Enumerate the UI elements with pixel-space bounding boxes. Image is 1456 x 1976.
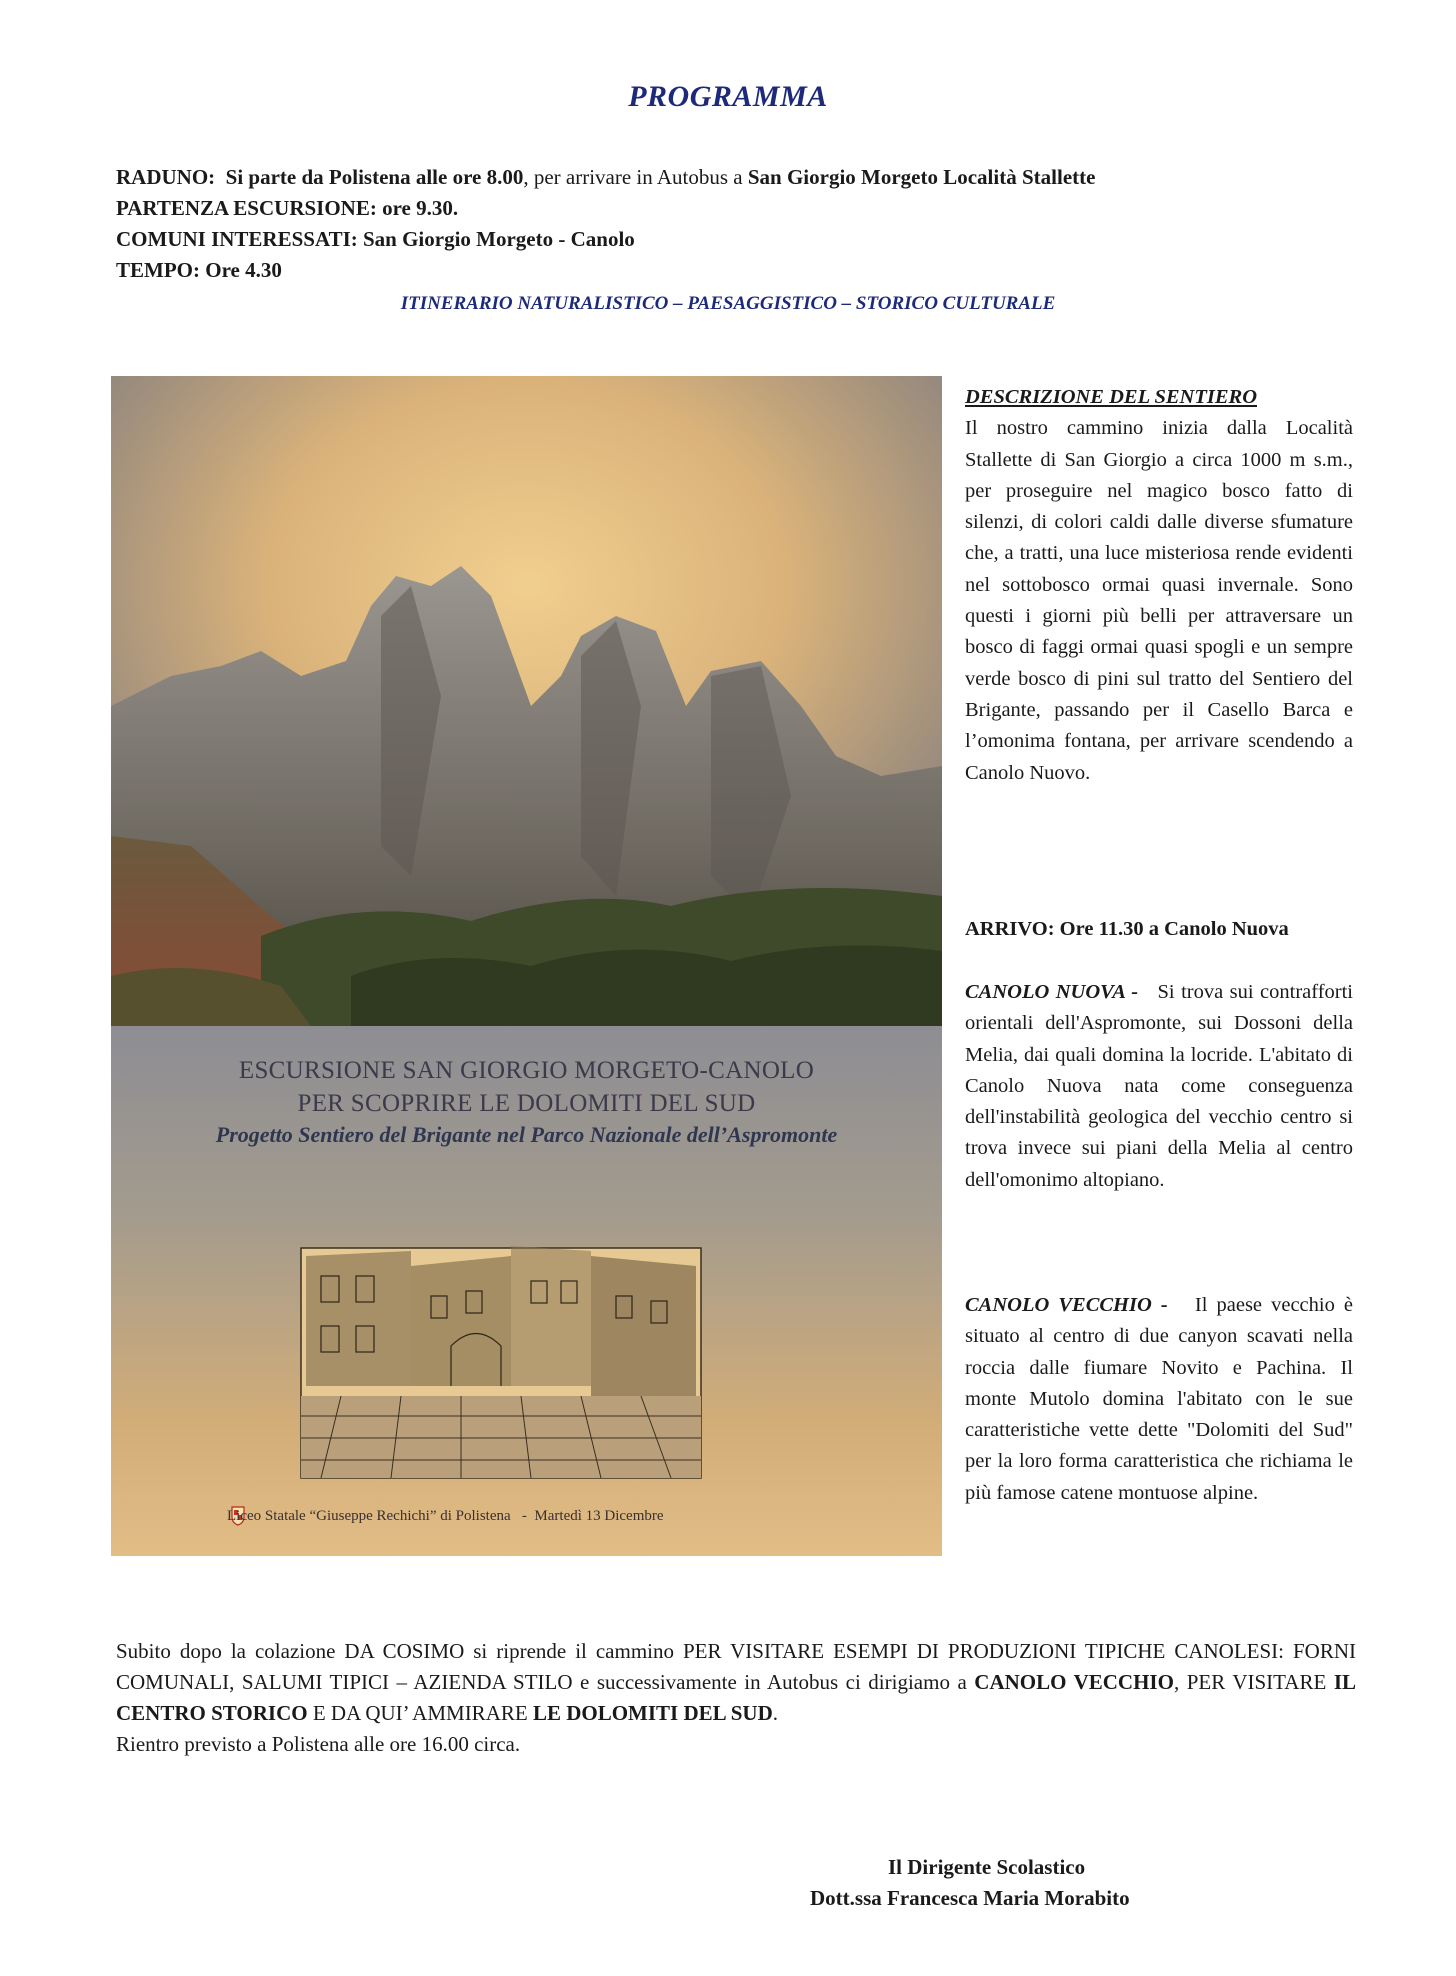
poster-footer: Liceo Statale “Giuseppe Rechichi” di Polistena - Martedì 13 Dicembre bbox=[227, 1508, 664, 1524]
raduno-line bbox=[116, 162, 1095, 193]
canolo-nuova-section bbox=[965, 977, 1353, 1196]
closing-text-4: . bbox=[772, 1701, 779, 1725]
poster-line-2: PER SCOPRIRE LE DOLOMITI DEL SUD bbox=[297, 1090, 756, 1117]
canolo-vecchio-section bbox=[965, 1290, 1353, 1509]
canolo-nuova-text: Si trova sui contrafforti orientali dell'Aspromonte, sui Dossoni della Melia, dai quali domina la locride. L'abitato di Canolo Nuova nata come conseguenza dell'instabilità geologica del vecchio centro si trova invece sui piani della Melia al centro dell'omonimo altopiano. bbox=[965, 981, 1353, 1191]
tempo-text: TEMPO: Ore 4.30 bbox=[116, 258, 282, 282]
closing-text-3: E DA QUI’ AMMIRARE bbox=[307, 1701, 533, 1725]
closing-bold-2: IL CENTRO STORICO bbox=[116, 1670, 1356, 1725]
canolo-vecchio-heading: CANOLO VECCHIO - bbox=[965, 1294, 1168, 1316]
comuni-text: COMUNI INTERESSATI: San Giorgio Morgeto - Canolo bbox=[116, 227, 635, 251]
partenza-text: PARTENZA ESCURSIONE: ore 9.30. bbox=[116, 196, 459, 220]
canolo-sketch bbox=[301, 1246, 701, 1478]
raduno-destination: San Giorgio Morgeto Località Stallette bbox=[747, 165, 1096, 189]
poster-line-1: ESCURSIONE SAN GIORGIO MORGETO-CANOLO bbox=[238, 1057, 815, 1084]
canolo-nuova-heading: CANOLO NUOVA - bbox=[965, 981, 1139, 1003]
canolo-vecchio-text: Il paese vecchio è situato al centro di due canyon scavati nella roccia dalle fiumare Novito e Pachina. Il monte Mutolo domina l'abitato con le sue caratteristiche vette dette "Dolomiti del Sud" per la loro forma caratteristica che richiama le più famose catene montuose alpine. bbox=[965, 1294, 1354, 1504]
page-title: PROGRAMMA bbox=[628, 80, 828, 113]
closing-text-2: , PER VISITARE bbox=[1173, 1670, 1334, 1694]
poster-project-line: Progetto Sentiero del Brigante nel Parco Nazionale dell’Aspromonte bbox=[215, 1122, 838, 1147]
closing-text-1: Subito dopo la colazione DA COSIMO si riprende il cammino PER VISITARE ESEMPI DI PRODUZIONI TIPICHE CANOLESI: FORNI COMUNALI, SALUMI TIPICI – AZIENDA STILO e successivamente in Autobus ci dirigiamo a bbox=[116, 1639, 1356, 1694]
itinerary-subtitle: ITINERARIO NATURALISTICO – PAESAGGISTICO – STORICO CULTURALE bbox=[400, 293, 1056, 314]
signature-role: Il Dirigente Scolastico bbox=[888, 1855, 1086, 1879]
closing-paragraph bbox=[116, 1636, 1356, 1729]
poster-illustration bbox=[111, 376, 942, 1556]
closing-bold-1: CANOLO VECCHIO bbox=[974, 1670, 1174, 1694]
raduno-start: Si parte da Polistena alle ore 8.00 bbox=[225, 165, 524, 189]
closing-bold-3: LE DOLOMITI DEL SUD bbox=[532, 1701, 773, 1725]
arrivo-line: ARRIVO: Ore 11.30 a Canolo Nuova bbox=[965, 918, 1289, 940]
poster-heading bbox=[111, 1054, 942, 1120]
raduno-mid: , per arrivare in Autobus a bbox=[523, 165, 748, 189]
return-line: Rientro previsto a Polistena alle ore 16.00 circa. bbox=[116, 1732, 521, 1756]
raduno-label: RADUNO: bbox=[116, 165, 216, 189]
signature-name: Dott.ssa Francesca Maria Morabito bbox=[810, 1886, 1130, 1910]
partenza-line bbox=[116, 193, 458, 224]
descrizione-section bbox=[965, 382, 1353, 789]
descrizione-heading: DESCRIZIONE DEL SENTIERO bbox=[965, 386, 1258, 408]
comuni-line bbox=[116, 224, 635, 255]
event-poster bbox=[111, 376, 942, 1556]
descrizione-text: Il nostro cammino inizia dalla Località Stallette di San Giorgio a circa 1000 m s.m., per proseguire nel magico bosco fatto di silenzi, di colori caldi dalle diverse sfumature che, a tratti, una luce misteriosa rende evidenti nel sottobosco ormai quasi invernale. Sono questi i giorni più belli per attraversare un bosco di faggi ormai quasi spogli e un sempre verde bosco di pini sul tratto del Sentiero del Brigante, passando per il Casello Barca e l’omonima fontana, per arrivare scendendo a Canolo Nuovo. bbox=[965, 417, 1353, 784]
tempo-line bbox=[116, 255, 282, 286]
